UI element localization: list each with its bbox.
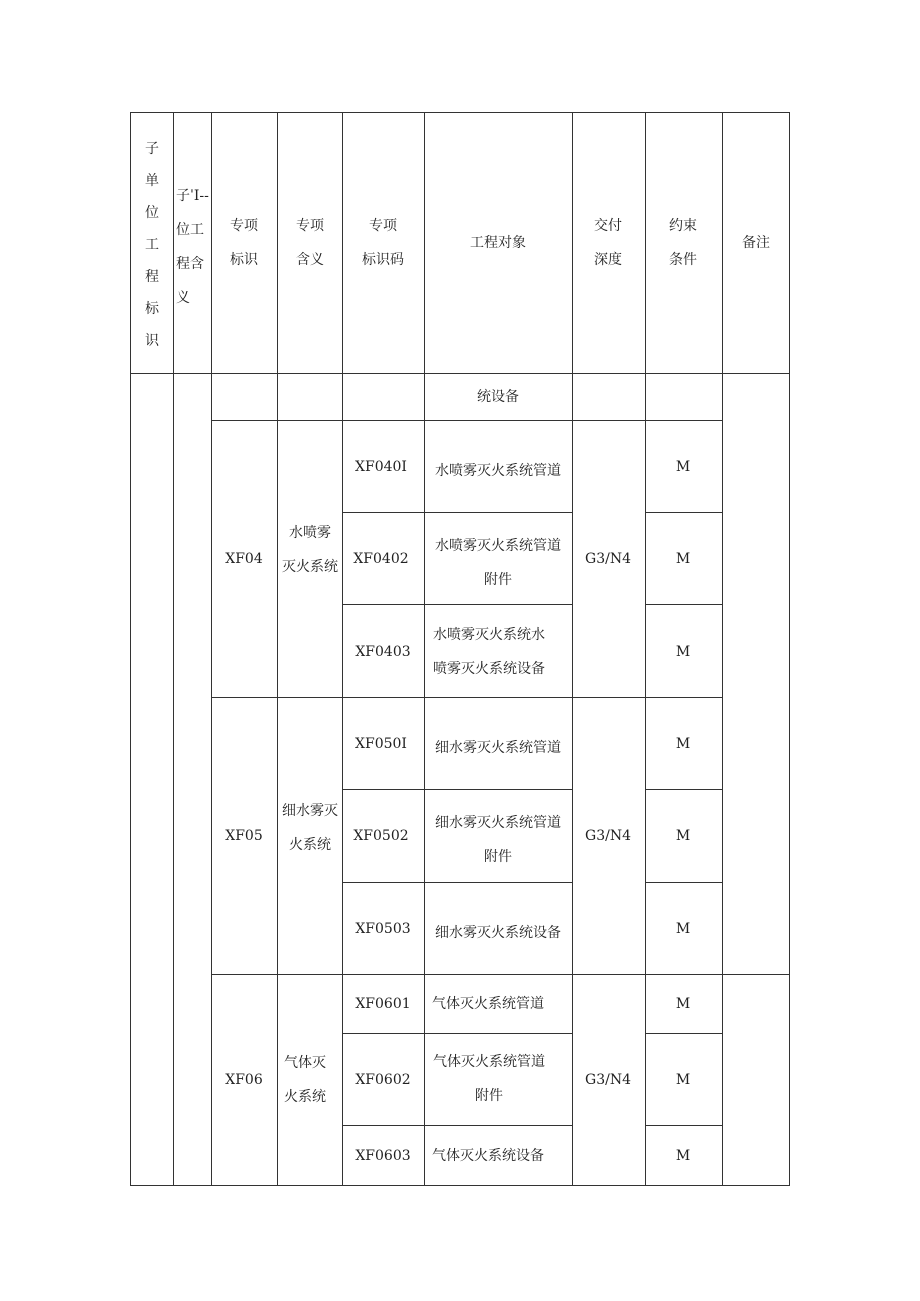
header-subunit-meaning-r1: 子ˈI--	[176, 188, 209, 204]
item-constraint: M	[675, 1072, 691, 1088]
item-code: XF0503	[355, 921, 411, 937]
group-id: XF06	[225, 1072, 263, 1088]
item-object: 水喷雾灭火系统水 喷雾灭火系统设备	[433, 627, 545, 677]
item-constraint: M	[675, 551, 691, 567]
header-remark: 备注	[742, 235, 770, 251]
header-subunit-meaning-r4: 义	[176, 290, 190, 306]
item-code: XF0602	[355, 1072, 411, 1088]
item-code: XF0603	[355, 1148, 411, 1164]
item-object: 气体灭火系统管道	[432, 996, 544, 1012]
group-name: 气体灭 火系统	[284, 1055, 326, 1105]
item-constraint: M	[675, 921, 691, 937]
group-depth: G3/N4	[585, 551, 631, 567]
item-code: XF0403	[355, 644, 411, 660]
item-object: 气体灭火系统设备	[432, 1148, 544, 1164]
group-id: XF05	[225, 828, 263, 844]
carry-row-object: 统设备	[477, 389, 519, 405]
item-object: 水喷雾灭火系统管道	[435, 463, 561, 479]
header-subunit-meaning-r3: 程含	[176, 256, 204, 272]
header-special-meaning: 专项 含义	[296, 218, 324, 268]
header-delivery-depth: 交付 深度	[594, 218, 622, 268]
group-depth: G3/N4	[585, 1072, 631, 1088]
group-name: 水喷雾 灭火系统	[282, 525, 338, 575]
item-code: XF040I	[355, 459, 407, 475]
item-code: XF0502	[353, 828, 409, 844]
header-subunit-id: 子单位工程标识	[145, 141, 159, 349]
item-object: 气体灭火系统管道 附件	[433, 1054, 545, 1104]
item-object: 水喷雾灭火系统管道 附件	[435, 538, 561, 588]
item-object: 细水雾灭火系统设备	[435, 925, 561, 941]
item-constraint: M	[675, 996, 691, 1012]
item-constraint: M	[675, 459, 691, 475]
group-name: 细水雾灭 火系统	[282, 803, 338, 853]
group-id: XF04	[225, 551, 263, 567]
item-object: 细水雾灭火系统管道	[435, 740, 561, 756]
item-code: XF050I	[355, 736, 407, 752]
item-constraint: M	[675, 644, 691, 660]
group-depth: G3/N4	[585, 828, 631, 844]
item-constraint: M	[675, 828, 691, 844]
item-constraint: M	[675, 1148, 691, 1164]
header-constraint: 约束 条件	[669, 218, 697, 268]
item-constraint: M	[675, 736, 691, 752]
header-special-code: 专项 标识码	[362, 218, 404, 268]
header-object: 工程对象	[470, 235, 526, 251]
header-special-id: 专项 标识	[230, 218, 258, 268]
header-subunit-meaning-r2: 位工	[176, 222, 204, 238]
item-code: XF0402	[353, 551, 409, 567]
item-object: 细水雾灭火系统管道 附件	[435, 815, 561, 865]
item-code: XF0601	[355, 996, 411, 1012]
